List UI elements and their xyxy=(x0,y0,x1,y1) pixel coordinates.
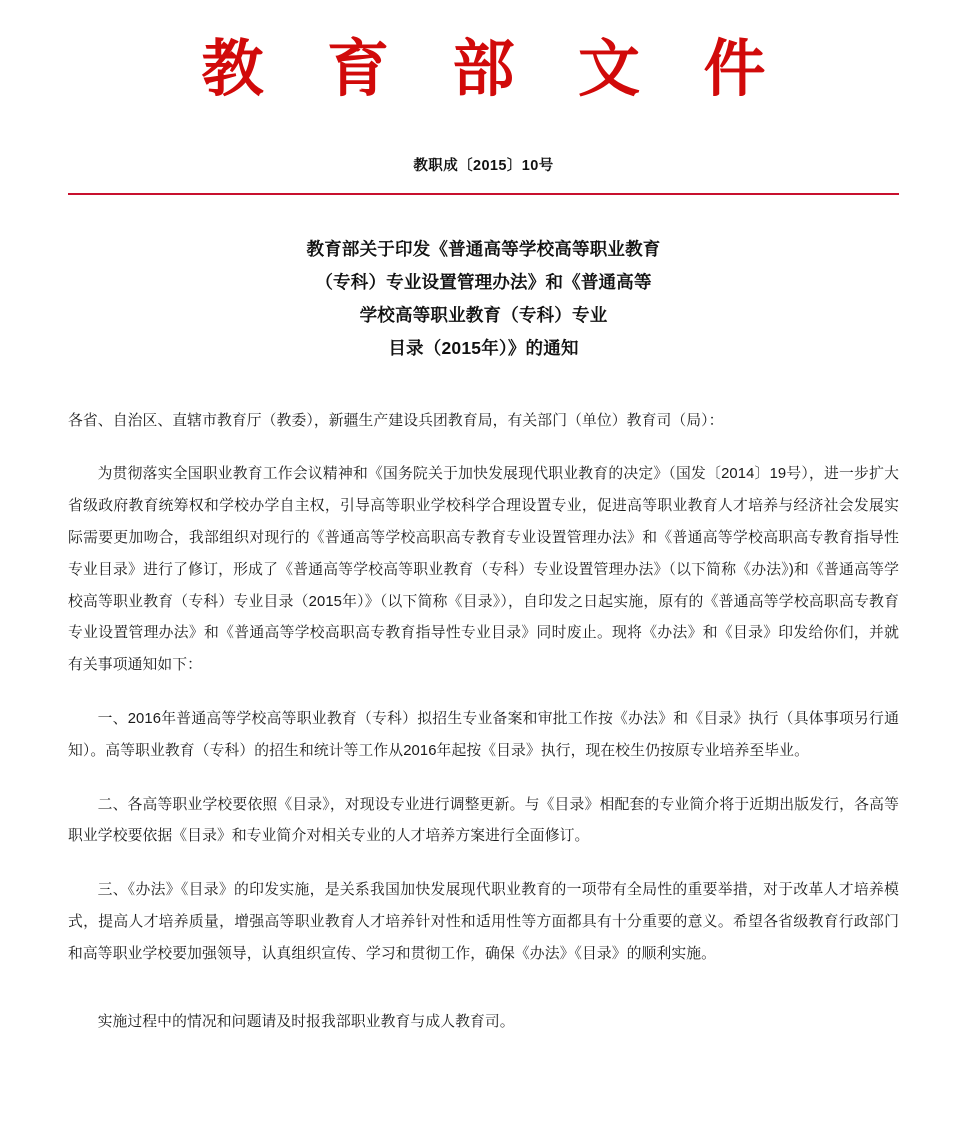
body-paragraph-5: 实施过程中的情况和问题请及时报我部职业教育与成人教育司。 xyxy=(97,1013,515,1030)
body-paragraph-2: 一、2016年普通高等学校高等职业教育（专科）拟招生专业备案和审批工作按《办法》和《目录》执行（具体事项另行通知）。高等职业教育（专科）的招生和统计等工作从2016年起按《目录》执行，现在校生仍按原专业培养至毕业。 xyxy=(68,711,899,759)
body-paragraph-1: 为贯彻落实全国职业教育工作会议精神和《国务院关于加快发展现代职业教育的决定》（国发〔2014〕19号），进一步扩大省级政府教育统筹权和学校办学自主权，引导高等职业学校科学合理设置专业，促进高等职业教育人才培养与经济社会发展实际需要更加吻合，我部组织对现行的《普通高等学校高职高专教育专业设置管理办法》和《普通高等学校高职高专教育指导性专业目录》进行了修订，形成了《普通高等学校高等职业教育（专科）专业设置管理办法》（以下简称《办法》)和《普通高等学校高等职业教育（专科）专业目录（2015年）》（以下简称《目录》），自印发之日起实施，原有的《普通高等学校高职高专教育专业设置管理办法》和《普通高等学校高职高专教育指导性专业目录》同时废止。现将《办法》和《目录》印发给你们，并就有关事项通知如下： xyxy=(68,466,899,674)
document-body xyxy=(68,406,899,1039)
document-number: 教职成〔2015〕10号 xyxy=(413,157,554,174)
paragraph-spacer xyxy=(68,993,899,1007)
title-line-2: （专科）专业设置管理办法》和《普通高等 xyxy=(315,271,652,292)
addressee-line: 各省、自治区、直辖市教育厅（教委），新疆生产建设兵团教育局，有关部门（单位）教育司（局）： xyxy=(68,412,724,429)
masthead-title: 教 育 部 文 件 xyxy=(201,36,790,104)
body-paragraph-4: 三、《办法》《目录》的印发实施，是关系我国加快发展现代职业教育的一项带有全局性的重要举措，对于改革人才培养模式，提高人才培养质量，增强高等职业教育人才培养针对性和适用性等方面都具有十分重要的意义。希望各省级教育行政部门和高等职业学校要加强领导，认真组织宣传、学习和贯彻工作，确保《办法》《目录》的顺利实施。 xyxy=(68,882,899,962)
red-divider-rule xyxy=(68,193,899,195)
title-line-1: 教育部关于印发《普通高等学校高等职业教育 xyxy=(306,238,661,259)
page-title xyxy=(68,233,899,366)
title-line-4: 目录（2015年）》的通知 xyxy=(388,338,579,359)
body-paragraph-3: 二、各高等职业学校要依照《目录》，对现设专业进行调整更新。与《目录》相配套的专业简介将于近期出版发行，各高等职业学校要依据《目录》和专业简介对相关专业的人才培养方案进行全面修订。 xyxy=(68,796,899,845)
title-line-3: 学校高等职业教育（专科）专业 xyxy=(359,305,608,325)
